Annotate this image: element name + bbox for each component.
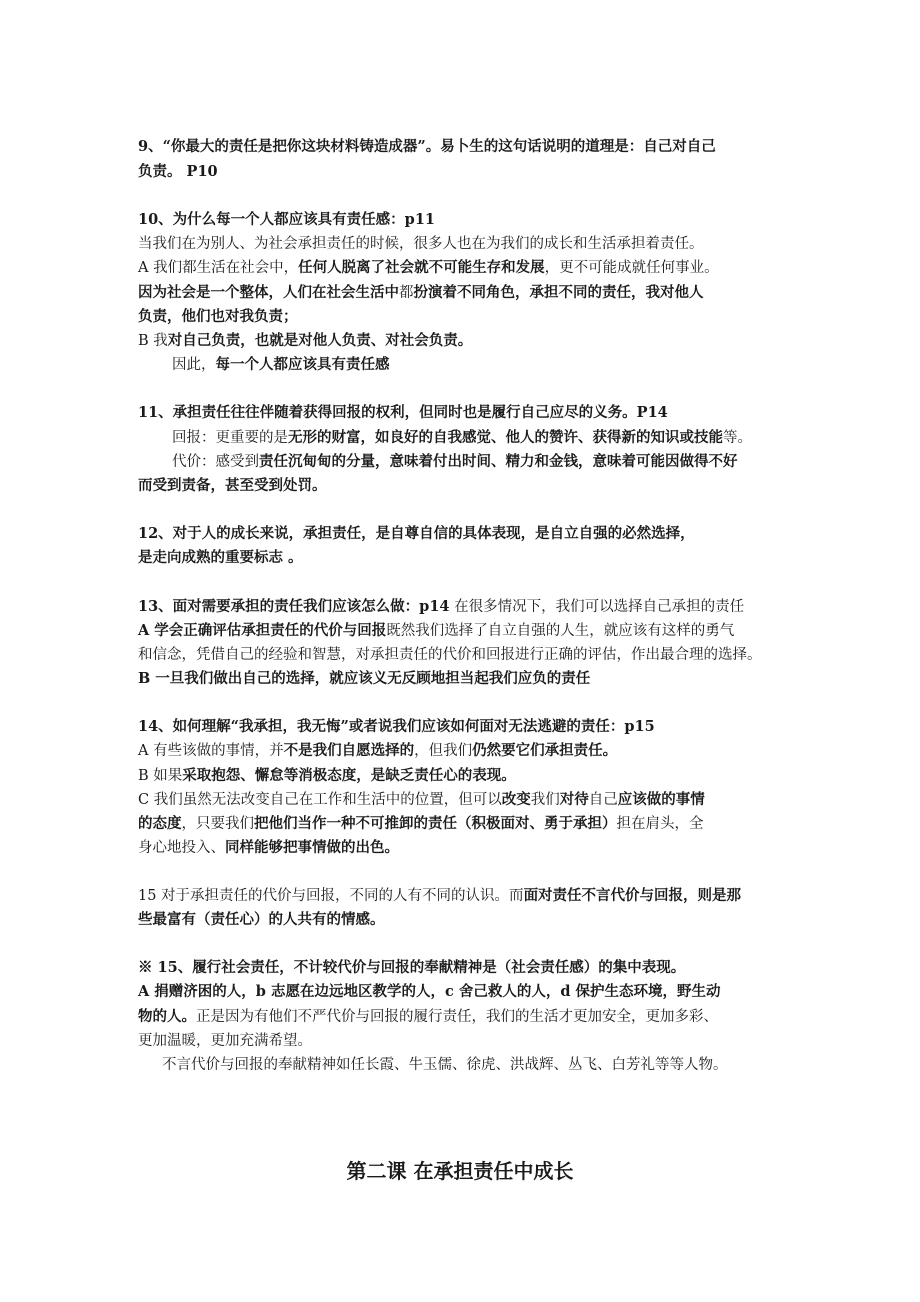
q14-title: 14、如何理解“我承担，我无悔”或者说我们应该如何面对无法逃避的责任：p15: [138, 718, 655, 735]
q12-line-1: 12、对于人的成长来说，承担责任，是自尊自信的具体表现，是自立自强的必然选择，: [138, 525, 695, 542]
q13-point-b: B 一旦我们做出自己的选择，就应该义无反顾地担当起我们应负的责任: [138, 670, 591, 687]
q13-point-a-2: 和信念，凭借自己的经验和智慧，对承担责任的代价和回报进行正确的评估，作出最合理的选择。: [138, 647, 762, 663]
q15b-title: ※ 15、履行社会责任，不计较代价与回报的奉献精神是（社会责任感）的集中表现。: [138, 959, 686, 976]
q10-title: 10、为什么每一个人都应该具有责任感：p11: [138, 211, 435, 228]
q11-cost-2: 而受到责备，甚至受到处罚。: [138, 477, 327, 494]
q10-point-a-3: 负责，他们也对我负责；: [138, 308, 298, 325]
q10-point-a: A 我们都生活在社会中，任何人脱离了社会就不可能生存和发展，更不可能成就任何事业。: [138, 259, 719, 276]
q15b-examples-2: 物的人。正是因为有他们不严代价与回报的履行责任，我们的生活才更加安全，更加多彩、: [138, 1008, 718, 1025]
q11-title: 11、承担责任往往伴随着获得回报的权利，但同时也是履行自己应尽的义务。P14: [138, 404, 668, 421]
q11-cost: 代价：感受到责任沉甸甸的分量，意味着付出时间、精力和金钱，意味着可能因做得不好: [172, 453, 738, 470]
q15b-examples-3: 更加温暖，更加充满希望。: [138, 1033, 312, 1049]
q14-point-c: C 我们虽然无法改变自己在工作和生活中的位置，但可以改变我们对待自己应该做的事情: [138, 791, 705, 808]
q10-intro: 当我们在为别人、为社会承担责任的时候，很多人也在为我们的成长和生活承担着责任。: [138, 236, 704, 252]
q14-point-a: A 有些该做的事情，并不是我们自愿选择的，但我们仍然要它们承担责任。: [138, 742, 618, 759]
q12-line-2: 是走向成熟的重要标志 。: [138, 549, 303, 566]
q10-conclusion: 因此，每一个人都应该具有责任感: [172, 356, 390, 373]
q11-reward: 回报：更重要的是无形的财富，如良好的自我感觉、他人的赞许、获得新的知识或技能等。: [172, 429, 752, 446]
q15b-examples: A 捐赠济困的人，b 志愿在边远地区教学的人，c 舍己救人的人，d 保护生态环境，野生动: [138, 983, 721, 1000]
q10-point-b: B 我对自己负责，也就是对他人负责、对社会负责。: [138, 332, 473, 349]
q14-point-c-3: 身心地投入、同样能够把事情做的出色。: [138, 839, 399, 856]
q15a-line-1: 15 对于承担责任的代价与回报，不同的人有不同的认识。而面对责任不言代价与回报，则是那: [138, 887, 742, 904]
q14-point-b: B 如果采取抱怨、懈怠等消极态度，是缺乏责任心的表现。: [138, 767, 516, 784]
q15b-people: 不言代价与回报的奉献精神如任长霞、牛玉儒、徐虎、洪战辉、丛飞、白芳礼等等人物。: [162, 1057, 728, 1073]
lesson-title: 第二课 在承担责任中成长: [346, 1159, 574, 1183]
q13-point-a: A 学会正确评估承担责任的代价与回报既然我们选择了自立自强的人生，就应该有这样的勇气: [138, 622, 735, 639]
q9-line-2: 负责。 P10: [138, 163, 218, 180]
q14-point-c-2: 的态度，只要我们把他们当作一种不可推卸的责任（积极面对、勇于承担）担在肩头，全: [138, 815, 704, 832]
q15a-line-2: 些最富有（责任心）的人共有的情感。: [138, 911, 385, 928]
q10-point-a-2: 因为社会是一个整体，人们在社会生活中都扮演着不同角色，承担不同的责任，我对他人: [138, 284, 704, 301]
q13-title: 13、面对需要承担的责任我们应该怎么做：p14 在很多情况下，我们可以选择自己承担的责任: [138, 598, 745, 615]
q9-line-1: 9、“你最大的责任是把你这块材料铸造成器”。易卜生的这句话说明的道理是：自己对自己: [138, 138, 716, 155]
